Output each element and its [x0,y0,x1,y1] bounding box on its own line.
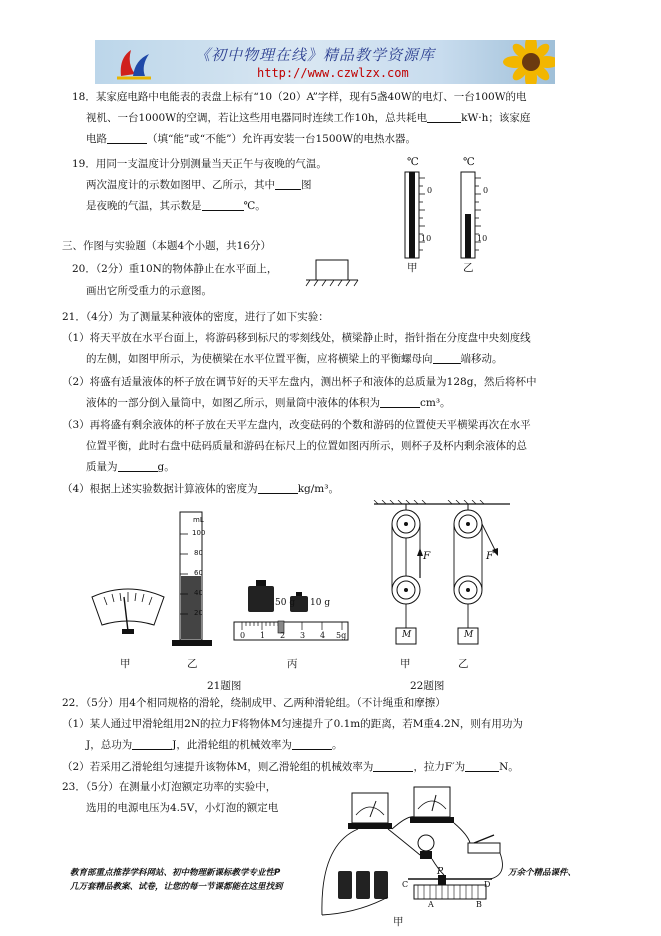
weights-figure [246,578,316,614]
q22-s2-text-a: （2）若采用乙滑轮组匀速提升该物体M，则乙滑轮组的机械效率为 [62,761,374,773]
q22-blank-5[interactable] [465,760,499,772]
q18-text-d: （填“能”或“不能”）允许再安装一台1500W的电热水器。 [147,133,416,145]
q18-line2 [86,111,641,125]
rheostat-b-label: B [476,900,482,909]
q19-blank-1[interactable] [275,178,301,190]
therm-unit-yi: ℃ [463,156,475,168]
q19-line2 [86,178,641,192]
q20-block-figure [302,258,362,290]
cylinder-unit: mL [193,516,204,524]
therm-jia-zero: 0 [427,186,433,195]
ruler-tick-4: 4 [320,631,326,640]
rider-ruler-figure [232,620,352,642]
fig21-label-yi: 乙 [187,658,198,670]
q21-s2-line2 [86,396,641,410]
q22-s1-line1: （1）某人通过甲滑轮组用2N的拉力F将物体M匀速提升了0.1m的距离，若M重4.2N，则有用功为 [62,718,523,730]
q23-line1: 23．（5分）在测量小灯泡额定功率的实验中， [62,781,277,793]
q19-line1: 19．用同一支温度计分别测量当天正午与夜晚的气温。 [72,158,327,170]
logo-icon [113,44,155,80]
cylinder-tick-20: 20 [194,609,203,617]
therm-jia-ten: 10 [421,234,432,243]
q19-text-a: 两次温度计的示数如图甲、乙所示，其中 [86,179,275,191]
banner-url[interactable]: http://www.czwlzx.com [257,66,409,80]
q22-intro: 22．（5分）用4个相同规格的滑轮，绕制成甲、乙两种滑轮组。（不计绳重和摩擦） [62,697,446,709]
q21-blank-3[interactable] [118,460,158,472]
ruler-tick-3: 3 [300,631,306,640]
q22-s2-end: N。 [499,761,519,773]
therm-label-yi: 乙 [463,262,474,274]
q18-blank-2[interactable] [107,132,147,144]
mass-m-jia: M [402,630,412,640]
footer-line1-left: 教育部重点推荐学科网站、初中物理新课标教学专业性P [70,868,281,878]
q22-s1-text-a: J，总功为 [86,739,133,751]
sunflower-icon [493,40,555,84]
weight-50-label: 50 g [275,598,296,608]
q18-line3 [86,132,641,146]
q18-text-c: 电路 [86,133,107,145]
rheostat-d-label: D [484,880,491,889]
q21-s1-text: 的左侧，如图甲所示，为使横梁在水平位置平衡，应将横梁上的平衡螺母向 [86,353,433,365]
banner-title: 《初中物理在线》精品教学资源库 [195,46,436,64]
pulley-systems-figure [372,500,512,650]
thermometer-figure [385,156,505,274]
q21-s3-line1: （3）再将盛有剩余液体的杯子放在天平左盘内，改变砝码的个数和游码的位置使天平横梁再次在水平 [62,419,531,431]
q21-s4-end: kg/m³。 [297,483,339,495]
q22-blank-3[interactable] [292,738,332,750]
q18-line1: 18．某家庭电路中电能表的表盘上标有“10（20）A”字样，现有5盏40W的电灯、一台100W的电 [72,91,527,103]
q19-text-d: ℃。 [243,200,266,212]
q21-s3-text: 质量为 [86,461,118,473]
q21-s1-line2 [86,352,641,366]
mass-m-yi: M [464,630,474,640]
fig21-label-jia: 甲 [120,658,131,670]
cylinder-tick-100: 100 [192,529,206,537]
q20-line2: 画出它所受重力的示意图。 [86,285,212,297]
rheostat-a-label: A [428,900,434,909]
q22-s2 [62,760,641,774]
q22-s1-text-b: J，此滑轮组的机械效率为 [172,739,292,751]
q21-intro: 21．（4分）为了测量某种液体的密度，进行了如下实验： [62,311,329,323]
q21-s1-end: 端移动。 [460,353,503,365]
therm-yi-zero: 0 [483,186,489,195]
balance-dial-figure [88,585,168,635]
q21-s2-end: cm³。 [420,397,451,409]
q22-blank-2[interactable] [132,738,172,750]
cylinder-tick-80: 80 [194,549,203,557]
footer-line2: 几万套精品教案、试卷，让您的每一节课都能在这里找到 [70,882,283,892]
fig22-caption: 22题图 [410,680,445,692]
q22-s1-line2 [86,738,641,752]
footer-line1 [70,866,280,878]
force-f-prime-label: F′ [486,550,496,562]
q20-line1: 20．（2分）重10N的物体静止在水平面上， [72,263,278,275]
q21-s2-text: 液体的一部分倒入量筒中，如图乙所示，则量筒中液体的体积为 [86,397,380,409]
q22-blank-4[interactable] [373,760,413,772]
q21-blank-4[interactable] [258,482,298,494]
q22-s2-text-b: ，拉力F′为 [413,761,466,773]
fig21-label-bing: 丙 [287,658,298,670]
q22-s1-end: 。 [331,739,343,751]
q21-s4 [62,482,641,496]
q21-s4-text: （4）根据上述实验数据计算液体的密度为 [62,483,258,495]
therm-unit-jia: ℃ [407,156,419,168]
ruler-tick-2: 2 [280,631,286,640]
cylinder-tick-60: 60 [194,569,203,577]
q18-text-a: 视机、一台1000W的空调，若让这些用电器同时连续工作10h，总共耗电 [86,112,428,124]
therm-label-jia: 甲 [407,262,418,274]
ruler-tick-0: 0 [240,631,246,640]
q21-s3-line3 [86,460,641,474]
fig23-label-jia: 甲 [393,916,404,928]
rheostat-p-label: P [437,867,444,877]
q19-blank-2[interactable] [202,199,244,211]
fig21-caption: 21题图 [207,680,242,692]
q18-text-b: kW·h；该家庭 [461,112,531,124]
q23-line2: 选用的电源电压为4.5V，小灯泡的额定电 [86,802,279,814]
fig22-label-jia: 甲 [400,658,411,670]
q19-text-b: 图 [301,179,312,191]
q21-s1-line1: （1）将天平放在水平台面上，将游码移到标尺的零刻线处，横梁静止时，指针指在分度盘中央刻度线 [62,332,531,344]
section-3-heading: 三、作图与实验题（本题4个小题，共16分） [62,240,272,252]
rheostat-c-label: C [402,880,409,889]
weight-10-label: 10 g [310,598,331,608]
therm-yi-ten: 10 [477,234,488,243]
header-banner [95,40,555,84]
q21-s3-line2: 位置平衡，此时右盘中砝码质量和游码在标尺上的位置如图丙所示，则杯子及杯内剩余液体的总 [86,440,527,452]
q21-s2-line1: （2）将盛有适量液体的杯子放在调节好的天平左盘内，测出杯子和液体的总质量为128g，然后将杯中 [62,376,537,388]
footer-line1-right: 万余个精品课件、 [508,868,577,878]
q19-text-c: 是夜晚的气温，其示数是 [86,200,202,212]
cylinder-tick-40: 40 [194,589,203,597]
force-f-label: F [423,550,431,562]
q21-blank-2[interactable] [380,396,420,408]
q21-s3-end: g。 [157,461,175,473]
ruler-tick-5g: 5g [336,631,347,640]
q18-blank-1[interactable] [427,111,461,123]
ruler-tick-1: 1 [260,631,266,640]
q19-line3 [86,199,641,213]
fig22-label-yi: 乙 [458,658,469,670]
q21-blank-1[interactable] [433,352,461,364]
